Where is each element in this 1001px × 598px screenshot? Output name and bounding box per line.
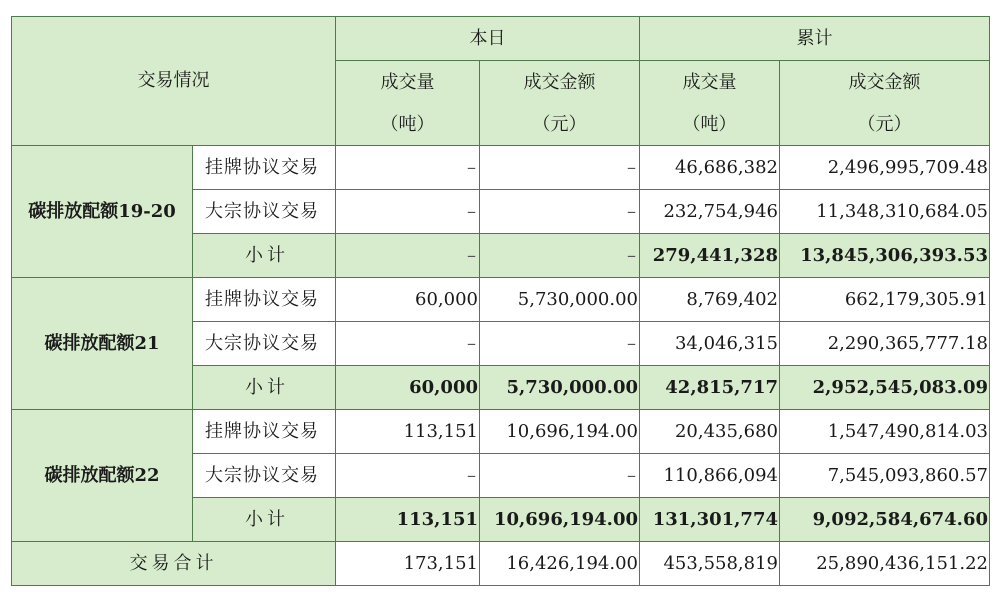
header-amount-unit: （元）: [532, 114, 587, 135]
cum-volume: 232,754,946: [640, 190, 780, 234]
cum-amount: 1,547,490,814.03: [780, 410, 990, 454]
trade-type: 挂牌协议交易: [193, 410, 336, 454]
header-volume-label: 成交量: [380, 72, 435, 93]
header-volume-unit: （吨）: [682, 114, 737, 135]
today-amount: –: [480, 234, 640, 278]
subtotal-label: 小计: [193, 366, 336, 410]
today-amount: 5,730,000.00: [480, 278, 640, 322]
today-volume: –: [336, 454, 480, 498]
subtotal-label: 小计: [193, 498, 336, 542]
today-amount: –: [480, 322, 640, 366]
today-volume: 60,000: [336, 278, 480, 322]
cum-amount: 7,545,093,860.57: [780, 454, 990, 498]
total-today-amount: 16,426,194.00: [480, 542, 640, 586]
header-volume-label: 成交量: [682, 72, 737, 93]
trade-type: 大宗协议交易: [193, 190, 336, 234]
total-row: [12, 542, 990, 586]
cum-amount: 13,845,306,393.53: [780, 234, 990, 278]
cum-volume: 20,435,680: [640, 410, 780, 454]
header-amount-label: 成交金额: [848, 72, 921, 93]
today-amount: –: [480, 454, 640, 498]
subtotal-label: 小计: [193, 234, 336, 278]
header-cumulative: 累计: [640, 17, 990, 61]
cum-volume: 42,815,717: [640, 366, 780, 410]
table-row: [12, 146, 990, 190]
table-row: [12, 278, 990, 322]
trade-type: 大宗协议交易: [193, 454, 336, 498]
cum-volume: 34,046,315: [640, 322, 780, 366]
total-label: 交易合计: [12, 542, 336, 586]
cum-amount: 662,179,305.91: [780, 278, 990, 322]
table-row: [12, 410, 990, 454]
today-volume: 113,151: [336, 410, 480, 454]
total-today-volume: 173,151: [336, 542, 480, 586]
cum-volume: 110,866,094: [640, 454, 780, 498]
today-amount: –: [480, 190, 640, 234]
cum-amount: 9,092,584,674.60: [780, 498, 990, 542]
cum-amount: 2,290,365,777.18: [780, 322, 990, 366]
total-cum-amount: 25,890,436,151.22: [780, 542, 990, 586]
header-amount-unit: （元）: [857, 114, 912, 135]
today-amount: 5,730,000.00: [480, 366, 640, 410]
today-volume: –: [336, 146, 480, 190]
today-volume: –: [336, 190, 480, 234]
today-volume: 113,151: [336, 498, 480, 542]
today-amount: 10,696,194.00: [480, 410, 640, 454]
cum-volume: 279,441,328: [640, 234, 780, 278]
cum-volume: 131,301,774: [640, 498, 780, 542]
header-cum-volume: [640, 61, 780, 146]
header-volume-unit: （吨）: [380, 114, 435, 135]
today-amount: –: [480, 146, 640, 190]
header-amount-label: 成交金额: [523, 72, 596, 93]
header-today-volume: [336, 61, 480, 146]
group-name: 碳排放配额21: [12, 278, 193, 410]
today-volume: –: [336, 322, 480, 366]
trade-type: 挂牌协议交易: [193, 146, 336, 190]
header-cum-amount: [780, 61, 990, 146]
cum-volume: 8,769,402: [640, 278, 780, 322]
trade-type: 挂牌协议交易: [193, 278, 336, 322]
cum-amount: 2,496,995,709.48: [780, 146, 990, 190]
cum-amount: 2,952,545,083.09: [780, 366, 990, 410]
header-today: 本日: [336, 17, 640, 61]
group-name: 碳排放配额22: [12, 410, 193, 542]
today-amount: 10,696,194.00: [480, 498, 640, 542]
total-cum-volume: 453,558,819: [640, 542, 780, 586]
trade-summary-table: [11, 16, 990, 586]
cum-amount: 11,348,310,684.05: [780, 190, 990, 234]
header-today-amount: [480, 61, 640, 146]
group-name: 碳排放配额19-20: [12, 146, 193, 278]
trade-type: 大宗协议交易: [193, 322, 336, 366]
today-volume: 60,000: [336, 366, 480, 410]
header-category: 交易情况: [12, 17, 336, 146]
today-volume: –: [336, 234, 480, 278]
cum-volume: 46,686,382: [640, 146, 780, 190]
